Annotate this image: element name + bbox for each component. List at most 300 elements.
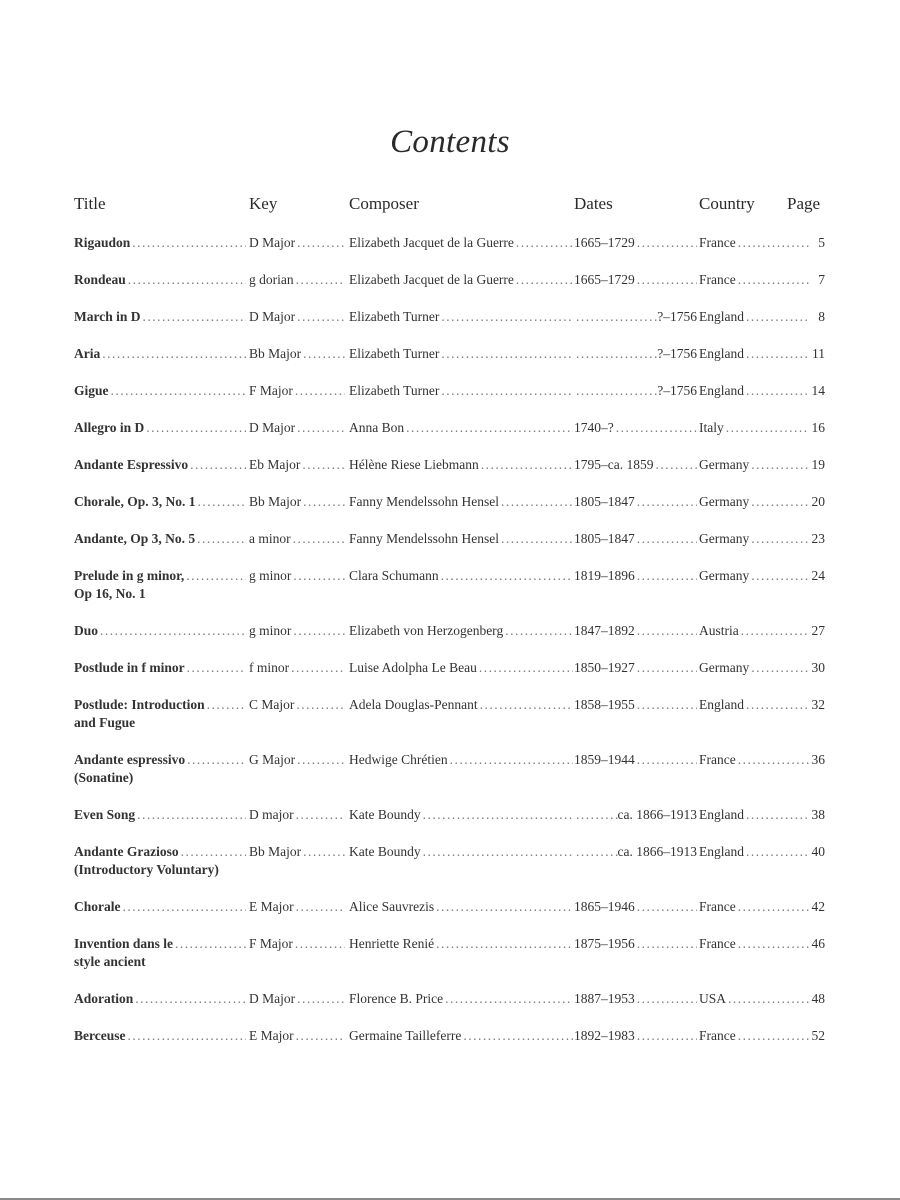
entry-title	[74, 456, 246, 474]
entry-composer	[349, 696, 573, 714]
entry-composer-text: Anna Bon	[349, 420, 405, 435]
entry-page: 7	[818, 272, 825, 287]
dot-leader	[751, 493, 809, 511]
entry-country-text: Germany	[699, 568, 750, 583]
entry-dates-text: 1875–1956	[574, 936, 635, 951]
entry-key	[249, 806, 345, 824]
entry-dates	[574, 234, 697, 252]
dot-leader	[637, 935, 697, 953]
dot-leader	[637, 898, 697, 916]
entry-composer-text: Hélène Riese Liebmann	[349, 457, 479, 472]
dot-leader	[436, 935, 573, 953]
dot-leader	[616, 419, 697, 437]
table-row	[0, 935, 900, 990]
entry-composer-text: Florence B. Price	[349, 991, 444, 1006]
entry-country	[699, 419, 809, 437]
dot-leader	[576, 308, 657, 326]
entry-key-text: Bb Major	[249, 844, 302, 859]
entry-composer-text: Elizabeth Jacquet de la Guerre	[349, 272, 514, 287]
entry-dates	[574, 751, 697, 769]
dot-leader	[146, 419, 246, 437]
column-header-country: Country	[699, 194, 755, 213]
dot-leader	[187, 751, 246, 769]
dot-leader	[751, 456, 809, 474]
entry-dates-text: 1665–1729	[574, 272, 635, 287]
table-row	[0, 345, 900, 382]
dot-leader	[637, 990, 697, 1008]
entry-key	[249, 382, 345, 400]
entry-country-text: Germany	[699, 494, 750, 509]
entry-title-continued: and Fugue	[74, 715, 136, 730]
entry-country	[699, 271, 809, 289]
dot-leader	[637, 1027, 697, 1045]
column-header-title: Title	[74, 194, 106, 213]
dot-leader	[479, 659, 573, 677]
entry-key-text: Bb Major	[249, 494, 302, 509]
entry-composer-text: Elizabeth Turner	[349, 383, 440, 398]
entry-dates	[574, 622, 697, 640]
dot-leader	[576, 843, 618, 861]
entry-country-text: England	[699, 309, 744, 324]
dot-leader	[181, 843, 246, 861]
entry-key	[249, 622, 345, 640]
entry-key	[249, 898, 345, 916]
dot-leader	[505, 622, 573, 640]
dot-leader	[637, 567, 697, 585]
dot-leader	[293, 530, 345, 548]
entry-country-text: Germany	[699, 531, 750, 546]
dot-leader	[480, 696, 573, 714]
dot-leader	[637, 696, 697, 714]
entry-country	[699, 308, 809, 326]
dot-leader	[655, 456, 697, 474]
entry-dates	[574, 659, 697, 677]
dot-leader	[738, 898, 809, 916]
dot-leader	[751, 567, 809, 585]
entry-title-text: Even Song	[74, 807, 136, 822]
entry-title	[74, 898, 246, 916]
entry-title-continued: (Introductory Voluntary)	[74, 862, 219, 877]
entry-title-text: Adoration	[74, 991, 134, 1006]
entry-composer	[349, 493, 573, 511]
entry-dates-text: 1665–1729	[574, 235, 635, 250]
dot-leader	[576, 345, 657, 363]
entry-dates	[574, 419, 697, 437]
entry-composer-text: Kate Boundy	[349, 807, 421, 822]
entry-dates	[574, 456, 697, 474]
entry-key	[249, 271, 345, 289]
dot-leader	[190, 456, 246, 474]
dot-leader	[132, 234, 246, 252]
table-row	[0, 234, 900, 271]
entry-composer-text: Elizabeth Turner	[349, 309, 440, 324]
entry-title-text: Rigaudon	[74, 235, 131, 250]
table-row	[0, 990, 900, 1027]
dot-leader	[302, 456, 345, 474]
entry-dates-text: 1859–1944	[574, 752, 635, 767]
entry-dates	[574, 935, 697, 953]
dot-leader	[297, 751, 345, 769]
entry-dates-text: 1805–1847	[574, 494, 635, 509]
entry-key-text: g minor	[249, 623, 292, 638]
entry-composer-text: Adela Douglas-Pennant	[349, 697, 478, 712]
entry-key-text: g dorian	[249, 272, 294, 287]
entry-dates-text: 1892–1983	[574, 1028, 635, 1043]
dot-leader	[738, 1027, 809, 1045]
entry-country-text: France	[699, 1028, 736, 1043]
entry-country	[699, 382, 809, 400]
entry-key	[249, 935, 345, 953]
entry-title	[74, 751, 246, 787]
dot-leader	[637, 622, 697, 640]
entry-country	[699, 751, 809, 769]
entry-key-text: a minor	[249, 531, 291, 546]
entry-country	[699, 806, 809, 824]
entry-country	[699, 990, 809, 1008]
entry-title	[74, 308, 246, 326]
entry-country	[699, 843, 809, 861]
entry-country	[699, 530, 809, 548]
dot-leader	[481, 456, 573, 474]
dot-leader	[445, 990, 573, 1008]
entry-country	[699, 898, 809, 916]
entry-key	[249, 345, 345, 363]
entry-composer	[349, 622, 573, 640]
entry-composer-text: Germaine Tailleferre	[349, 1028, 462, 1043]
dot-leader	[637, 271, 697, 289]
entry-dates-text: 1805–1847	[574, 531, 635, 546]
entry-dates	[574, 898, 697, 916]
dot-leader	[100, 622, 246, 640]
entry-key	[249, 530, 345, 548]
entry-dates	[574, 382, 697, 400]
column-header-key: Key	[249, 194, 278, 213]
entry-key-text: E Major	[249, 1028, 294, 1043]
entry-country-text: France	[699, 752, 736, 767]
table-row	[0, 806, 900, 843]
dot-leader	[123, 898, 247, 916]
entry-page: 16	[811, 420, 825, 435]
dot-leader	[516, 234, 573, 252]
entry-title-text: Andante, Op 3, No. 5	[74, 531, 196, 546]
dot-leader	[501, 530, 573, 548]
entry-title	[74, 567, 246, 603]
dot-leader	[637, 751, 697, 769]
entry-composer-text: Clara Schumann	[349, 568, 439, 583]
entry-composer-text: Henriette Renié	[349, 936, 435, 951]
dot-leader	[296, 271, 345, 289]
table-row	[0, 567, 900, 622]
dot-leader	[637, 530, 697, 548]
entry-title	[74, 843, 246, 879]
entry-composer	[349, 898, 573, 916]
entry-composer-text: Kate Boundy	[349, 844, 421, 859]
entry-dates	[574, 308, 697, 326]
entry-country	[699, 622, 809, 640]
entry-title-text: Andante Grazioso	[74, 844, 179, 859]
table-row	[0, 530, 900, 567]
entry-dates-text: 1847–1892	[574, 623, 635, 638]
entry-country-text: England	[699, 346, 744, 361]
dot-leader	[295, 935, 345, 953]
entry-page: 14	[811, 383, 825, 398]
entry-country-text: USA	[699, 991, 727, 1006]
dot-leader	[303, 843, 345, 861]
dot-leader	[441, 567, 573, 585]
entry-country-text: Germany	[699, 660, 750, 675]
entry-key-text: C Major	[249, 697, 295, 712]
entry-dates	[574, 843, 697, 861]
entry-composer	[349, 751, 573, 769]
dot-leader	[738, 271, 809, 289]
dot-leader	[143, 308, 247, 326]
dot-leader	[198, 493, 247, 511]
table-row	[0, 308, 900, 345]
entry-title-text: Postlude in f minor	[74, 660, 185, 675]
entry-key	[249, 843, 345, 861]
page-title: Contents	[390, 124, 510, 160]
entry-key	[249, 234, 345, 252]
dot-leader	[450, 751, 573, 769]
entry-page: 27	[811, 623, 825, 638]
entry-title	[74, 271, 246, 289]
dot-leader	[746, 696, 809, 714]
entry-title	[74, 1027, 246, 1045]
entry-title-text: Andante Espressivo	[74, 457, 189, 472]
entry-dates-text: ca. 1866–1913	[617, 807, 697, 822]
entry-page: 46	[811, 936, 825, 951]
contents-table	[0, 234, 900, 1064]
entry-title-text: Invention dans le	[74, 936, 174, 951]
entry-country-text: England	[699, 807, 744, 822]
dot-leader	[296, 806, 345, 824]
entry-title-continued: (Sonatine)	[74, 770, 134, 785]
entry-key-text: D Major	[249, 235, 296, 250]
entry-composer	[349, 935, 573, 953]
entry-composer-text: Hedwige Chrétien	[349, 752, 448, 767]
dot-leader	[406, 419, 573, 437]
entry-key	[249, 990, 345, 1008]
entry-title	[74, 935, 246, 971]
entry-dates	[574, 345, 697, 363]
entry-key	[249, 493, 345, 511]
entry-key-text: Eb Major	[249, 457, 301, 472]
entry-page: 38	[811, 807, 825, 822]
entry-country-text: France	[699, 899, 736, 914]
dot-leader	[296, 696, 345, 714]
dot-leader	[637, 493, 697, 511]
entry-title-text: Rondeau	[74, 272, 126, 287]
dot-leader	[516, 271, 573, 289]
entry-title-continued: Op 16, No. 1	[74, 586, 146, 601]
dot-leader	[751, 659, 809, 677]
entry-page: 24	[811, 568, 825, 583]
entry-title	[74, 696, 246, 732]
entry-country	[699, 493, 809, 511]
entry-country-text: France	[699, 235, 736, 250]
dot-leader	[423, 806, 573, 824]
dot-leader	[303, 345, 345, 363]
entry-composer-text: Elizabeth Turner	[349, 346, 440, 361]
entry-country	[699, 234, 809, 252]
dot-leader	[303, 493, 345, 511]
column-header-page: Page	[787, 194, 821, 213]
entry-key-text: D Major	[249, 991, 296, 1006]
entry-title	[74, 382, 246, 400]
entry-dates-text: ?–1756	[657, 309, 697, 324]
entry-title	[74, 234, 246, 252]
table-row	[0, 898, 900, 935]
entry-composer-text: Alice Sauvrezis	[349, 899, 435, 914]
dot-leader	[741, 622, 809, 640]
entry-country	[699, 696, 809, 714]
dot-leader	[746, 382, 809, 400]
entry-title-text: March in D	[74, 309, 141, 324]
entry-key-text: D Major	[249, 420, 296, 435]
entry-page: 32	[811, 697, 825, 712]
entry-key	[249, 1027, 345, 1045]
entry-dates-text: ca. 1866–1913	[617, 844, 697, 859]
entry-composer	[349, 382, 573, 400]
entry-composer	[349, 990, 573, 1008]
dot-leader	[295, 382, 345, 400]
dot-leader	[637, 234, 697, 252]
entry-title-text: Gigue	[74, 383, 109, 398]
table-row	[0, 1027, 900, 1064]
dot-leader	[187, 659, 246, 677]
entry-composer-text: Fanny Mendelssohn Hensel	[349, 531, 499, 546]
table-row	[0, 456, 900, 493]
entry-key-text: G Major	[249, 752, 296, 767]
entry-composer	[349, 1027, 573, 1045]
dot-leader	[175, 935, 246, 953]
dot-leader	[738, 751, 809, 769]
dot-leader	[296, 898, 345, 916]
entry-title	[74, 530, 246, 548]
dot-leader	[297, 234, 345, 252]
dot-leader	[293, 567, 345, 585]
entry-dates	[574, 493, 697, 511]
entry-dates-text: ?–1756	[657, 346, 697, 361]
entry-title-text: Chorale	[74, 899, 121, 914]
entry-dates-text: 1819–1896	[574, 568, 635, 583]
entry-dates	[574, 530, 697, 548]
dot-leader	[637, 659, 697, 677]
entry-title-text: Prelude in g minor,	[74, 568, 185, 583]
entry-composer-text: Luise Adolpha Le Beau	[349, 660, 477, 675]
entry-composer-text: Elizabeth von Herzogenberg	[349, 623, 504, 638]
entry-page: 23	[811, 531, 825, 546]
entry-dates	[574, 990, 697, 1008]
entry-title-text: Berceuse	[74, 1028, 126, 1043]
entry-page: 5	[818, 235, 825, 250]
dot-leader	[501, 493, 573, 511]
entry-key	[249, 456, 345, 474]
dot-leader	[746, 345, 809, 363]
entry-key-text: F Major	[249, 936, 293, 951]
dot-leader	[137, 806, 246, 824]
entry-key	[249, 308, 345, 326]
entry-key	[249, 419, 345, 437]
entry-country	[699, 659, 809, 677]
dot-leader	[102, 345, 246, 363]
entry-composer	[349, 234, 573, 252]
dot-leader	[436, 898, 573, 916]
entry-page: 42	[811, 899, 825, 914]
entry-country	[699, 345, 809, 363]
column-header-dates: Dates	[574, 194, 613, 213]
dot-leader	[197, 530, 246, 548]
entry-dates-text: 1740–?	[574, 420, 614, 435]
entry-dates-text: 1850–1927	[574, 660, 635, 675]
entry-key	[249, 659, 345, 677]
dot-leader	[128, 271, 246, 289]
entry-country-text: England	[699, 844, 744, 859]
dot-leader	[576, 806, 618, 824]
entry-key-text: D Major	[249, 309, 296, 324]
entry-key-text: D major	[249, 807, 294, 822]
table-row	[0, 696, 900, 751]
entry-key-text: Bb Major	[249, 346, 302, 361]
entry-page: 19	[811, 457, 825, 472]
entry-title	[74, 419, 246, 437]
entry-country-text: Italy	[699, 420, 724, 435]
entry-composer	[349, 659, 573, 677]
entry-page: 40	[811, 844, 825, 859]
entry-dates	[574, 271, 697, 289]
entry-key-text: f minor	[249, 660, 290, 675]
entry-title	[74, 990, 246, 1008]
entry-composer	[349, 567, 573, 585]
entry-page: 48	[811, 991, 825, 1006]
entry-title-text: Postlude: Introduction	[74, 697, 205, 712]
dot-leader	[738, 935, 809, 953]
dot-leader	[746, 308, 809, 326]
entry-title-continued: style ancient	[74, 954, 146, 969]
entry-composer-text: Elizabeth Jacquet de la Guerre	[349, 235, 514, 250]
entry-page: 20	[811, 494, 825, 509]
entry-country	[699, 1027, 809, 1045]
dot-leader	[293, 622, 345, 640]
entry-key-text: E Major	[249, 899, 294, 914]
entry-dates-text: 1795–ca. 1859	[574, 457, 654, 472]
entry-page: 30	[811, 660, 825, 675]
table-header	[0, 194, 900, 218]
dot-leader	[127, 1027, 246, 1045]
entry-composer	[349, 530, 573, 548]
dot-leader	[463, 1027, 573, 1045]
entry-composer	[349, 308, 573, 326]
dot-leader	[297, 990, 345, 1008]
entry-page: 52	[811, 1028, 825, 1043]
dot-leader	[726, 419, 809, 437]
entry-title-text: Chorale, Op. 3, No. 1	[74, 494, 196, 509]
entry-country	[699, 456, 809, 474]
entry-country-text: Germany	[699, 457, 750, 472]
entry-page: 11	[812, 346, 825, 361]
entry-country-text: France	[699, 272, 736, 287]
entry-page: 8	[818, 309, 825, 324]
entry-composer-text: Fanny Mendelssohn Hensel	[349, 494, 499, 509]
dot-leader	[207, 696, 246, 714]
entry-country-text: France	[699, 936, 736, 951]
table-row	[0, 382, 900, 419]
entry-country	[699, 935, 809, 953]
entry-title-text: Duo	[74, 623, 99, 638]
entry-title	[74, 345, 246, 363]
entry-title	[74, 493, 246, 511]
entry-page: 36	[811, 752, 825, 767]
